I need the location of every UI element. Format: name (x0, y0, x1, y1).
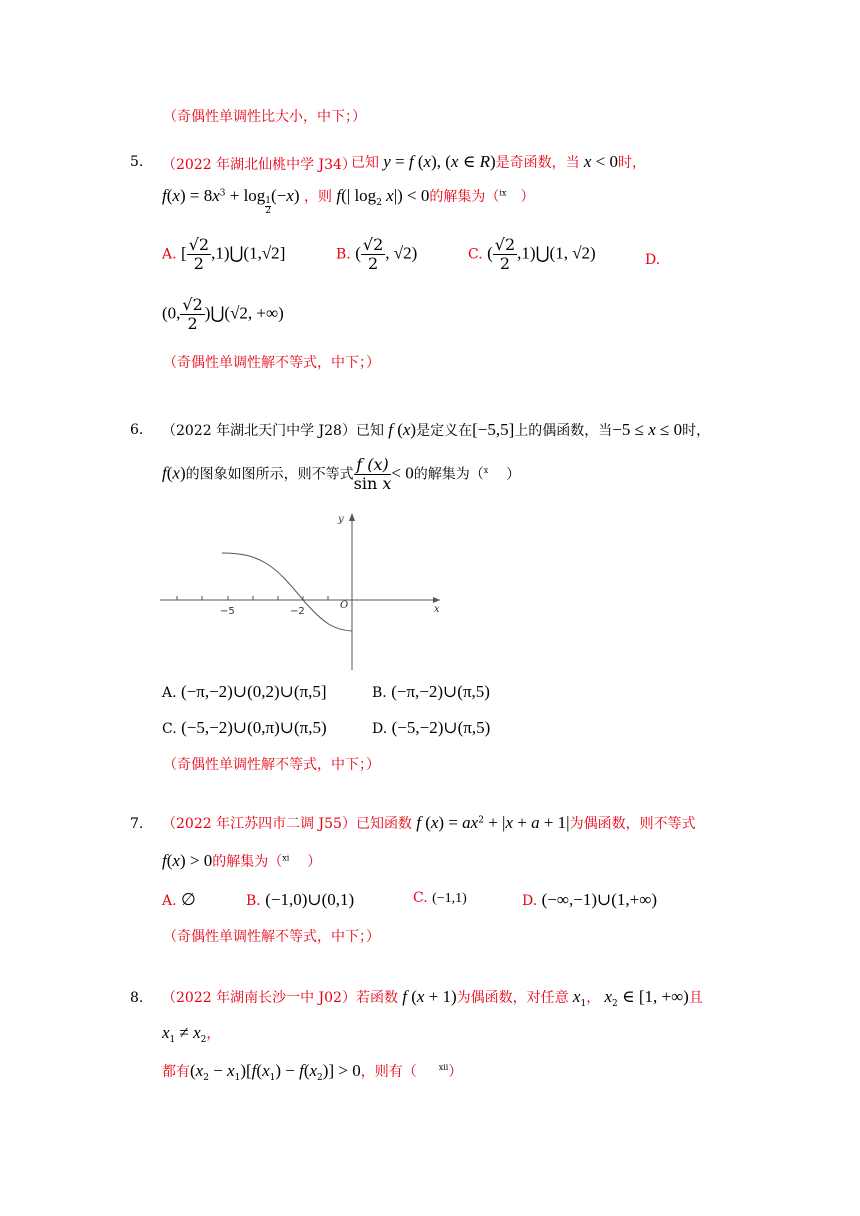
option-d[interactable]: D. (−5,−2)∪(π,5) (372, 718, 491, 737)
tick-label-neg5: −5 (220, 606, 235, 617)
question-stem: （2022 年湖北天门中学 J28）已知 f (x)是定义在[−5,5]上的偶函数，当−5 ≤ x ≤ 0时， (162, 420, 711, 439)
question-number: 8. (130, 990, 144, 1006)
question-stem: 已知 y = f (x), (x ∈ R)是奇函数，当 x < 0时， (351, 152, 647, 171)
question-source: （2022 年湖北仙桃中学 J34） (162, 157, 356, 173)
question-stem-3: 都有$(x_2 - x_1)[f(x_1) - f(x_2)] > 0$，则有（ $^{xii}$） (162, 1061, 463, 1083)
question-formula-line: $f(x) = 8x^3 + \log$ $\frac{1}{2}$ (−x) ，则 f(| $\log_2 x|) < 0$的解集为（$^{ix}$ ） (162, 186, 535, 216)
function-curve (222, 553, 352, 631)
y-axis-arrow (349, 513, 355, 521)
option-a[interactable]: A. [ $\frac{√2}{2}$ ,1)⋃(1,√2] (162, 235, 286, 273)
option-d-label[interactable]: D. (645, 252, 661, 268)
origin-label: O (340, 600, 349, 611)
y-axis-label: y (338, 514, 344, 525)
category-note: （奇偶性单调性解不等式，中下；） (163, 757, 380, 773)
question-number: 6. (130, 422, 144, 438)
option-c[interactable]: C. (−1,1) (413, 890, 467, 906)
question-stem: （2022 年湖南长沙一中 J02）若函数 f (x + 1)为偶函数，对任意 $x_1$， $x_2$ ∈ [1, +∞)且 (162, 987, 703, 1009)
option-b[interactable]: B. (−1,0)∪(0,1) (246, 890, 355, 909)
x-axis-arrow (433, 597, 440, 603)
option-c[interactable]: C. ( $\frac{√2}{2}$ ,1)⋃(1, √2) (468, 235, 596, 273)
category-note: （奇偶性单调性解不等式，中下；） (163, 929, 380, 945)
x-axis-label: x (434, 604, 440, 615)
option-d[interactable]: D. (−∞,−1)∪(1,+∞) (522, 890, 658, 909)
option-b[interactable]: B. (−π,−2)∪(π,5) (372, 682, 490, 701)
x-ticks (177, 596, 328, 600)
function-graph (150, 505, 450, 675)
question-number: 7. (130, 816, 144, 832)
option-a[interactable]: A. ∅ (162, 890, 196, 909)
option-c[interactable]: C. (−5,−2)∪(0,π)∪(π,5) (162, 718, 327, 737)
option-d[interactable]: (0, $\frac{√2}{2}$ )⋃(√2, +∞) (162, 295, 284, 333)
tick-label-neg2: −2 (290, 606, 305, 617)
category-note: （奇偶性单调性解不等式，中下；） (163, 355, 380, 371)
question-stem-2: $x_1 \ne x_2$， (162, 1023, 221, 1045)
question-stem-2: f(x)的图象如图所示，则不等式 $\frac{f (x)}{\text{sin x}}$ < 0的解集为（$^x$ ） (162, 455, 521, 493)
option-a[interactable]: A. (−π,−2)∪(0,2)∪(π,5] (162, 682, 327, 701)
question-stem-2: f(x) > 0的解集为（$^{xi}$ ） (162, 851, 322, 870)
question-stem: （2022 年江苏四市二调 J55）已知函数 f $(x) = ax^2 + |x + a + 1|$为偶函数，则不等式 (162, 813, 696, 832)
question-number: 5. (130, 154, 144, 170)
option-b[interactable]: B. ( $\frac{√2}{2}$ , √2) (336, 235, 418, 273)
category-note-top: （奇偶性单调性比大小，中下；） (163, 109, 366, 125)
